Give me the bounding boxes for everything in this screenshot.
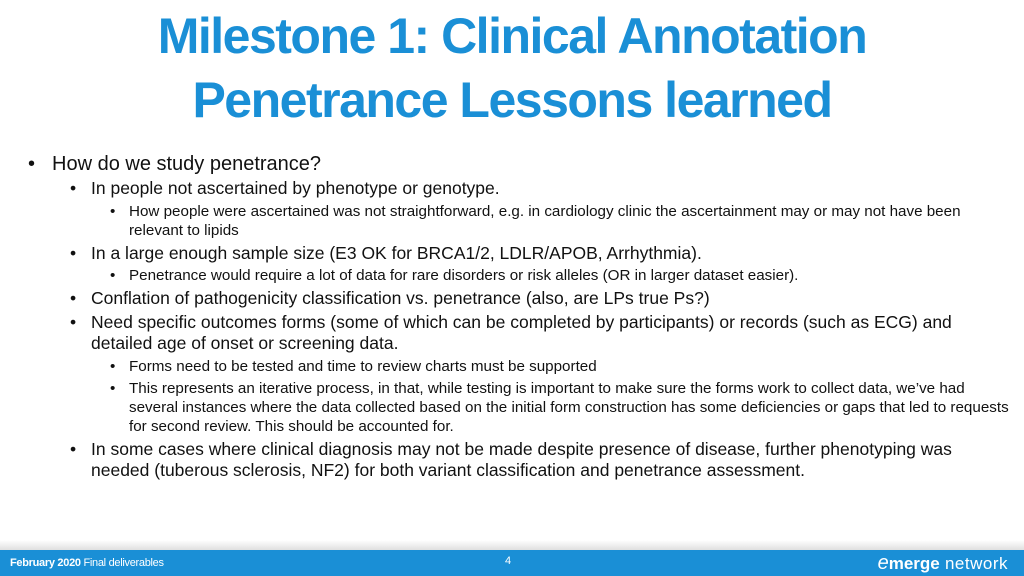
emerge-network-logo [878, 552, 1008, 575]
page-number: 4 [504, 555, 512, 567]
bullet-item: • How people were ascertained was not straightforward, e.g. in cardiology clinic the ascertainment may or may not have been relevant to lipids [28, 202, 1013, 240]
bullet-item: • How do we study penetrance? [28, 152, 1013, 176]
bullet-list [28, 152, 1013, 484]
slide-title-line-1: Milestone 1: Clinical Annotation [157, 8, 867, 64]
bullet-item: • Need specific outcomes forms (some of which can be completed by participants) or records (such as ECG) and detailed age of onset or screening data. [28, 312, 1013, 355]
footer-date [10, 557, 164, 569]
bullet-item: • In some cases where clinical diagnosis may not be made despite presence of disease, further phenotyping was needed (tuberous sclerosis, NF2) for both variant classification and penetrance assessment. [28, 439, 1013, 482]
slide-title-line-2: Penetrance Lessons learned [192, 72, 832, 128]
bullet-item: • Forms need to be tested and time to review charts must be supported [28, 357, 1013, 376]
footer-deliverables: Final deliverables [83, 557, 164, 569]
bullet-item: • This represents an iterative process, in that, while testing is important to make sure the forms work to collect data, we’ve had several instances where the data collected based on the initial form construction has some deficiencies or gaps that led to requests for second review. This should be accounted for. [28, 379, 1013, 436]
bullet-item: • In a large enough sample size (E3 OK for BRCA1/2, LDLR/APOB, Arrhythmia). [28, 243, 1013, 265]
bullet-item: • Penetrance would require a lot of data for rare disorders or risk alleles (OR in larger dataset easier). [28, 266, 1013, 285]
logo-network: network [939, 554, 1008, 573]
logo-merge: merge [888, 554, 940, 573]
slide-title [0, 4, 1024, 132]
bullet-item: • In people not ascertained by phenotype or genotype. [28, 178, 1013, 200]
footer-date-text: February 2020 [10, 557, 81, 569]
logo-e: e [877, 552, 889, 574]
bullet-item: • Conflation of pathogenicity classification vs. penetrance (also, are LPs true Ps?) [28, 288, 1013, 310]
